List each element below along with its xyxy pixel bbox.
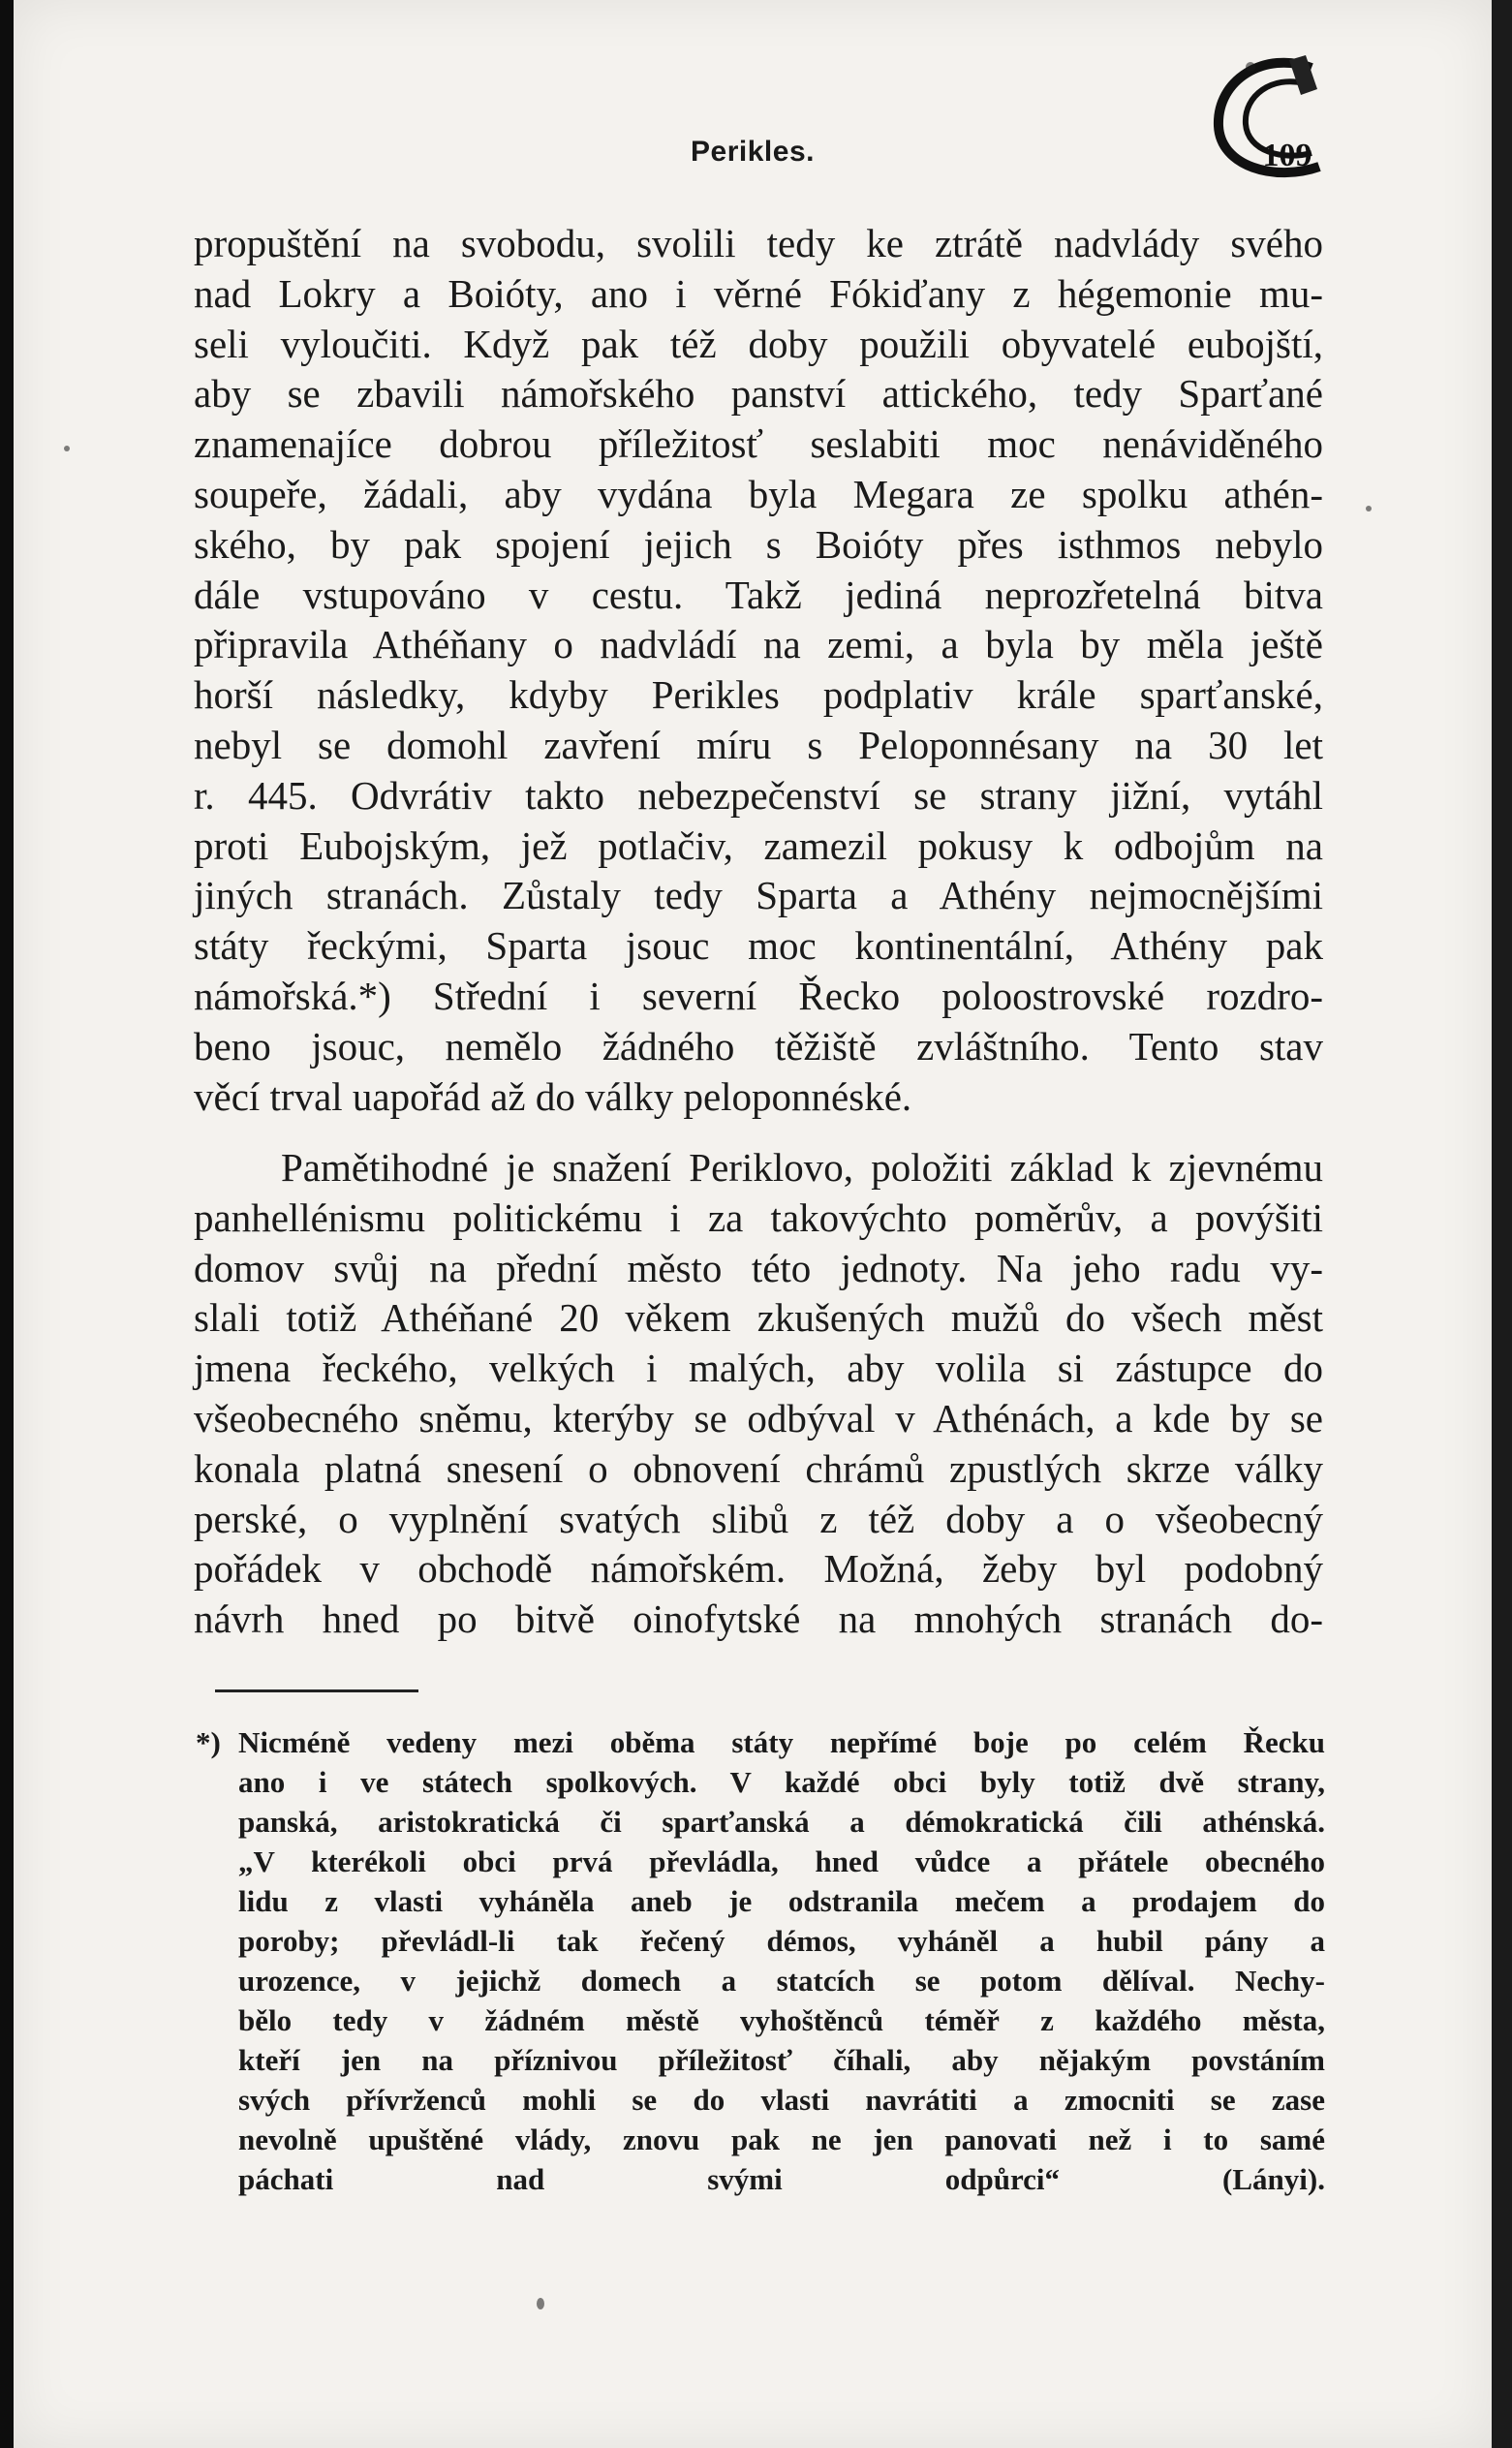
text-line: beno jsouc, nemělo žádného těžiště zvláštního. Tento stav	[194, 1023, 1323, 1069]
footnote	[196, 1722, 1325, 2199]
footnote-line: páchati nad svými odpůrci“ (Lányi).	[238, 2162, 1325, 2196]
footnote-line: poroby; převládl-li tak řečený démos, vyháněl a hubil pány a	[238, 1924, 1325, 1958]
text-line: pořádek v obchodě námořském. Možná, žeby byl podobný	[194, 1546, 1323, 1592]
footnote-line: kteří jen na příznivou příležitosť číhali, aby nějakým povstáním	[238, 2043, 1325, 2077]
text-line: nad Lokry a Boióty, ano i věrné Fókiďany z hégemonie mu-	[194, 270, 1323, 316]
footnote-line: urozence, v jejichž domech a statcích se potom dělíval. Nechy-	[238, 1964, 1325, 1998]
text-line: dále vstupováno v cestu. Takž jediná neprozřetelná bitva	[194, 572, 1323, 617]
text-line: nebyl se domohl zavření míru s Peloponnésany na 30 let	[194, 722, 1323, 767]
text-line: konala platná snesení o obnovení chrámů zpustlých skrze války	[194, 1445, 1323, 1491]
footnote-line: bělo tedy v žádném městě vyhoštěnců téměř z každého města,	[238, 2003, 1325, 2037]
text-line: seli vyloučiti. Když pak též doby použili obyvatelé eubojští,	[194, 321, 1323, 366]
footnote-line: svých přívrženců mohli se do vlasti navrátiti a zmocniti se zase	[238, 2083, 1325, 2117]
footnote-divider	[215, 1689, 418, 1692]
footnote-line: Nicméně vedeny mezi oběma státy nepřímé boje po celém Řecku	[238, 1725, 1325, 1759]
text-line: námořská.*) Střední i severní Řecko poloostrovské rozdro-	[194, 973, 1323, 1018]
text-line: r. 445. Odvrátiv takto nebezpečenství se strany jižní, vytáhl	[194, 772, 1323, 818]
text-line: panhellénismu politickému i za takovýchto poměrův, a povýšiti	[194, 1194, 1323, 1240]
text-line: perské, o vyplnění svatých slibů z též doby a o všeobecný	[194, 1496, 1323, 1541]
text-line: proti Eubojským, jež potlačiv, zamezil pokusy k odbojům na	[194, 822, 1323, 868]
scan-edge-left	[0, 0, 14, 2448]
text-line: jmena řeckého, velkých i malých, aby volila si zástupce do	[194, 1346, 1323, 1391]
text-line: znamenajíce dobrou příležitosť seslabiti moc nenáviděného	[194, 421, 1323, 467]
footnote-line: lidu z vlasti vyháněla aneb je odstranila mečem a prodajem do	[238, 1884, 1325, 1918]
text-line: jiných stranách. Zůstaly tedy Sparta a Athény nejmocnějšími	[194, 873, 1323, 918]
ink-speck	[64, 446, 70, 451]
text-line: slali totiž Athéňané 20 věkem zkušených mužů do všech měst	[194, 1295, 1323, 1341]
footnote-line: panská, aristokratická či sparťanská a démokratická čili athénská.	[238, 1805, 1325, 1839]
text-line: návrh hned po bitvě oinofytské na mnohých stranách do-	[194, 1596, 1323, 1642]
footnote-line: ano i ve státech spolkových. V každé obci byly totiž dvě strany,	[238, 1765, 1325, 1799]
text-line: propuštění na svobodu, svolili tedy ke ztrátě nadvlády svého	[194, 221, 1323, 265]
text-line: všeobecného sněmu, kterýby se odbýval v Athénách, a kde by se	[194, 1395, 1323, 1441]
text-line: připravila Athéňany o nadvládí na zemi, a byla by měla ještě	[194, 622, 1323, 667]
text-line: soupeře, žádali, aby vydána byla Megara ze spolku athén-	[194, 471, 1323, 516]
paragraph-2	[194, 1143, 1323, 1645]
text-line: aby se zbavili námořského panství attického, tedy Sparťané	[194, 371, 1323, 417]
ink-speck	[1246, 62, 1255, 72]
paragraph-1	[194, 219, 1323, 1122]
ink-speck	[1366, 506, 1372, 511]
book-page	[14, 0, 1492, 2448]
text-line: horší následky, kdyby Perikles podplativ krále sparťanské,	[194, 672, 1323, 718]
page-number: 109	[1262, 138, 1312, 173]
text-line: Pamětihodné je snažení Periklovo, položiti základ k zjevnému	[281, 1145, 1323, 1190]
running-title: Perikles.	[691, 136, 815, 168]
footnote-line: nevolně upuštěné vlády, znovu pak ne jen panovati než i to samé	[238, 2123, 1325, 2156]
text-line: věcí trval uapořád až do války peloponnéské.	[194, 1073, 912, 1119]
text-line: domov svůj na přední město této jednoty. Na jeho radu vy-	[194, 1245, 1323, 1290]
scan-edge-right	[1492, 0, 1512, 2448]
text-line: ského, by pak spojení jejich s Boióty přes isthmos nebylo	[194, 521, 1323, 567]
text-line: státy řeckými, Sparta jsouc moc kontinentální, Athény pak	[194, 923, 1323, 969]
footnote-line: „V kterékoli obci prvá převládla, hned vůdce a přátele obecného	[238, 1844, 1325, 1878]
footnote-marker: *)	[196, 1725, 221, 1759]
ink-speck	[537, 2298, 544, 2309]
